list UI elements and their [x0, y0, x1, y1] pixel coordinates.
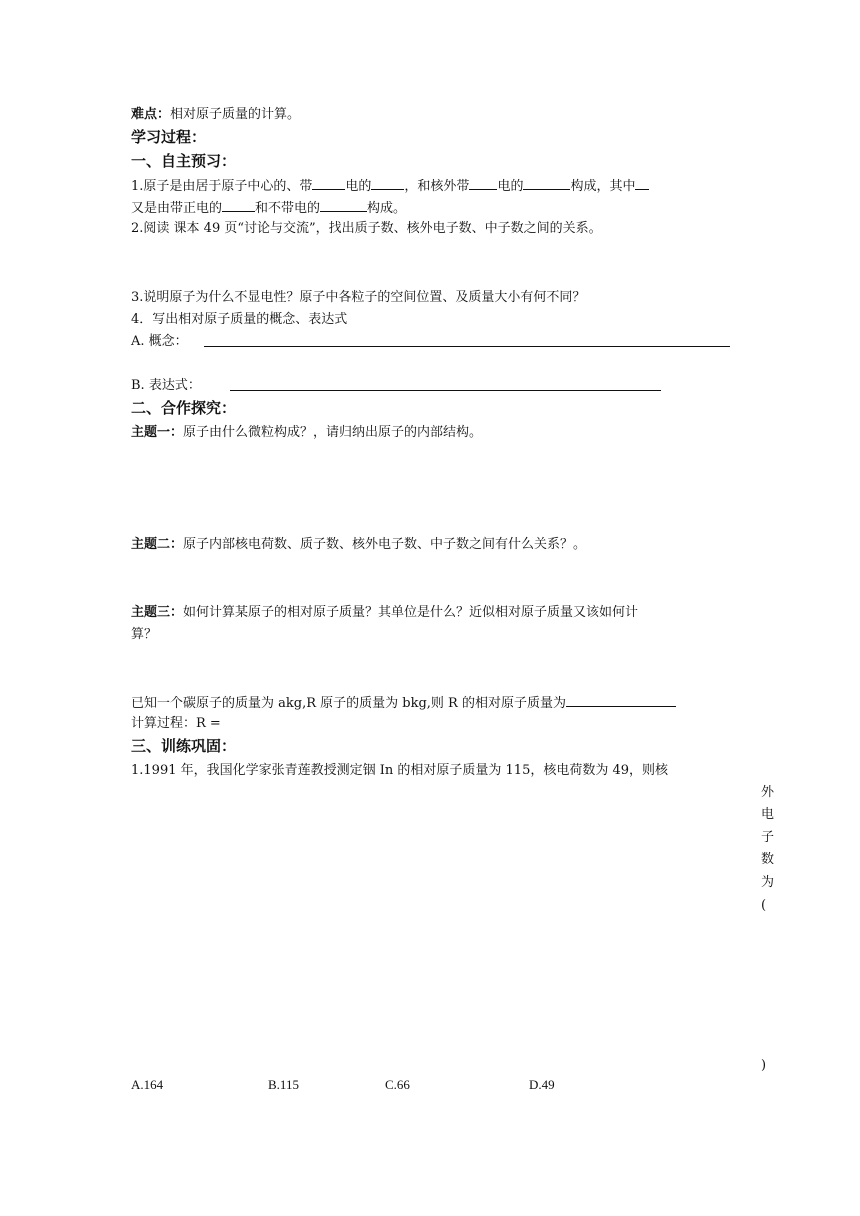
topic-2: [131, 536, 586, 554]
expression-answer-line: [230, 390, 661, 391]
option-d: D.49: [529, 1077, 555, 1092]
blank: [312, 176, 345, 190]
section3-title: 三、训练巩固：: [131, 737, 237, 755]
topic-2-label: 主题二：: [131, 537, 184, 552]
question-4: 4．写出相对原子质量的概念、表达式: [131, 312, 348, 327]
blank: [523, 176, 570, 190]
vertical-char: 为: [761, 875, 775, 890]
blank: [222, 198, 255, 212]
vertical-char: 外: [761, 785, 775, 800]
given-statement: [131, 693, 676, 713]
topic-3-continued: 算？: [131, 627, 158, 642]
vertical-char: 子: [761, 830, 775, 845]
option-b: B.115: [268, 1077, 299, 1092]
q1-text-g: 和不带电的: [255, 201, 321, 216]
q1-text-e: 构成，其中: [570, 179, 636, 194]
concept-answer-line: [204, 346, 730, 347]
blank: [566, 693, 676, 707]
expression-label: B. 表达式：: [131, 378, 201, 393]
question-3: 3.说明原子为什么不显电性？原子中各粒子的空间位置、及质量大小有何不同？: [131, 290, 586, 305]
topic-3: [131, 604, 638, 622]
calculation-process: 计算过程：R =: [131, 716, 221, 731]
question-1-line2: [131, 198, 406, 218]
q1-text-b: 电的: [345, 179, 372, 194]
q1-text-d: 电的: [497, 179, 524, 194]
closing-paren: ): [761, 1058, 767, 1073]
vertical-char: 数: [761, 852, 775, 867]
topic-3-text: 如何计算某原子的相对原子质量？其单位是什么？近似相对原子质量又该如何计: [183, 605, 639, 620]
q1-text-a: 1.原子是由居于原子中心的、带: [131, 179, 313, 194]
blank: [320, 198, 367, 212]
concept-label: A. 概念：: [131, 334, 188, 349]
topic-2-text: 原子内部核电荷数、质子数、核外电子数、中子数之间有什么关系？。: [183, 537, 587, 552]
blank: [469, 176, 497, 190]
q1-text-f: 又是由带正电的: [131, 201, 223, 216]
difficulty-text: 相对原子质量的计算。: [170, 107, 301, 122]
vertical-char: (: [761, 898, 767, 913]
q1-text-h: 构成。: [367, 201, 407, 216]
topic-1: [131, 424, 482, 442]
q1-text-c: ，和核外带: [404, 179, 470, 194]
vertical-char: 电: [761, 807, 775, 822]
option-c: C.66: [385, 1077, 410, 1092]
section2-title: 二、合作探究：: [131, 399, 237, 417]
question-1-line1: [131, 176, 649, 196]
topic-1-text: 原子由什么微粒构成？，请归纳出原子的内部结构。: [183, 425, 483, 440]
difficulty-label: 难点：: [131, 107, 171, 122]
question-2: 2.阅读 课本 49 页“讨论与交流”，找出质子数、核外电子数、中子数之间的关系。: [131, 221, 602, 236]
blank: [371, 176, 404, 190]
section1-title: 一、自主预习：: [131, 152, 237, 170]
topic-3-label: 主题三：: [131, 605, 184, 620]
blank: [635, 176, 649, 190]
exercise-1: 1.1991 年，我国化学家张青莲教授测定铟 In 的相对原子质量为 115，核电荷数为 49，则核: [131, 763, 669, 778]
given-text: 已知一个碳原子的质量为 akg,R 原子的质量为 bkg,则 R 的相对原子质量为: [131, 696, 566, 711]
option-a: A.164: [131, 1077, 164, 1092]
difficulty-line: [131, 106, 300, 124]
topic-1-label: 主题一：: [131, 425, 184, 440]
learning-process-heading: 学习过程：: [131, 128, 207, 146]
